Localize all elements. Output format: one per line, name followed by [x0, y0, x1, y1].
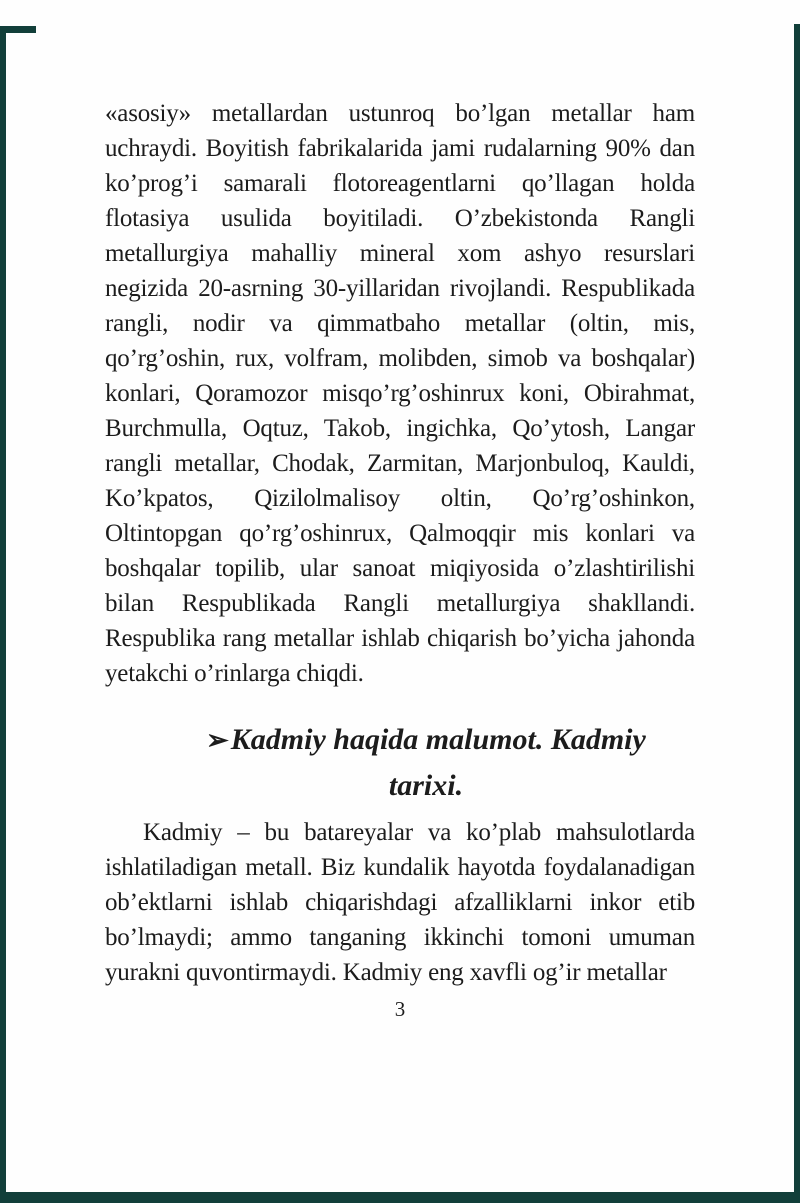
body-paragraph-1: «asosiy» metallardan ustunroq bo’lgan metallar ham uchraydi. Boyitish fabrikalarida jami rudalarning 90% dan ko’prog’i samarali flotoreagentlarni qo’llagan holda flotasiya usulida boyitiladi. O’zbekistonda Rangli metallurgiya mahalliy mineral xom ashyo resurslari negizida 20-asrning 30-yillaridan rivojlandi. Respublikada rangli, nodir va qimmatbaho metallar (oltin, mis, qo’rg’oshin, rux, volfram, molibden, simob va boshqalar) konlari, Qoramozor misqo’rg’oshinrux koni, Obirahmat, Burchmulla, Oqtuz, Takob, ingichka, Qo’ytosh, Langar rangli metallar, Chodak, Zarmitan, Marjonbuloq, Kauldi, Ko’kpatos, Qizilolmalisoy oltin, Qo’rg’oshinkon, Oltintopgan qo’rg’oshinrux, Qalmoqqir mis konlari va boshqalar topilib, ular sanoat miqiyosida o’zlashtirilishi bilan Respublikada Rangli metallurgiya shakllandi. Respublika rang metallar ishlab chiqarish bo’yicha jahonda yetakchi o’rinlarga chiqdi.: [105, 100, 695, 687]
section-heading-line-1: Kadmiy haqida malumot. Kadmiy: [230, 723, 646, 756]
arrow-bullet-icon: ➢: [206, 725, 229, 755]
section-heading: [105, 717, 695, 808]
section-heading-line-2: tarixi.: [388, 769, 464, 802]
page-number: 3: [394, 997, 406, 1021]
body-paragraph-2: Kadmiy – bu batareyalar va ko’plab mahsulotlarda ishlatiladigan metall. Biz kundalik hayotda foydalanadigan ob’ektlarni ishlab chiqarishdagi afzalliklarni inkor etib bo’lmaydi; ammo tanganing ikkinchi tomoni umuman yurakni quvontirmaydi. Kadmiy eng xavfli og’ir metallar: [105, 819, 695, 986]
